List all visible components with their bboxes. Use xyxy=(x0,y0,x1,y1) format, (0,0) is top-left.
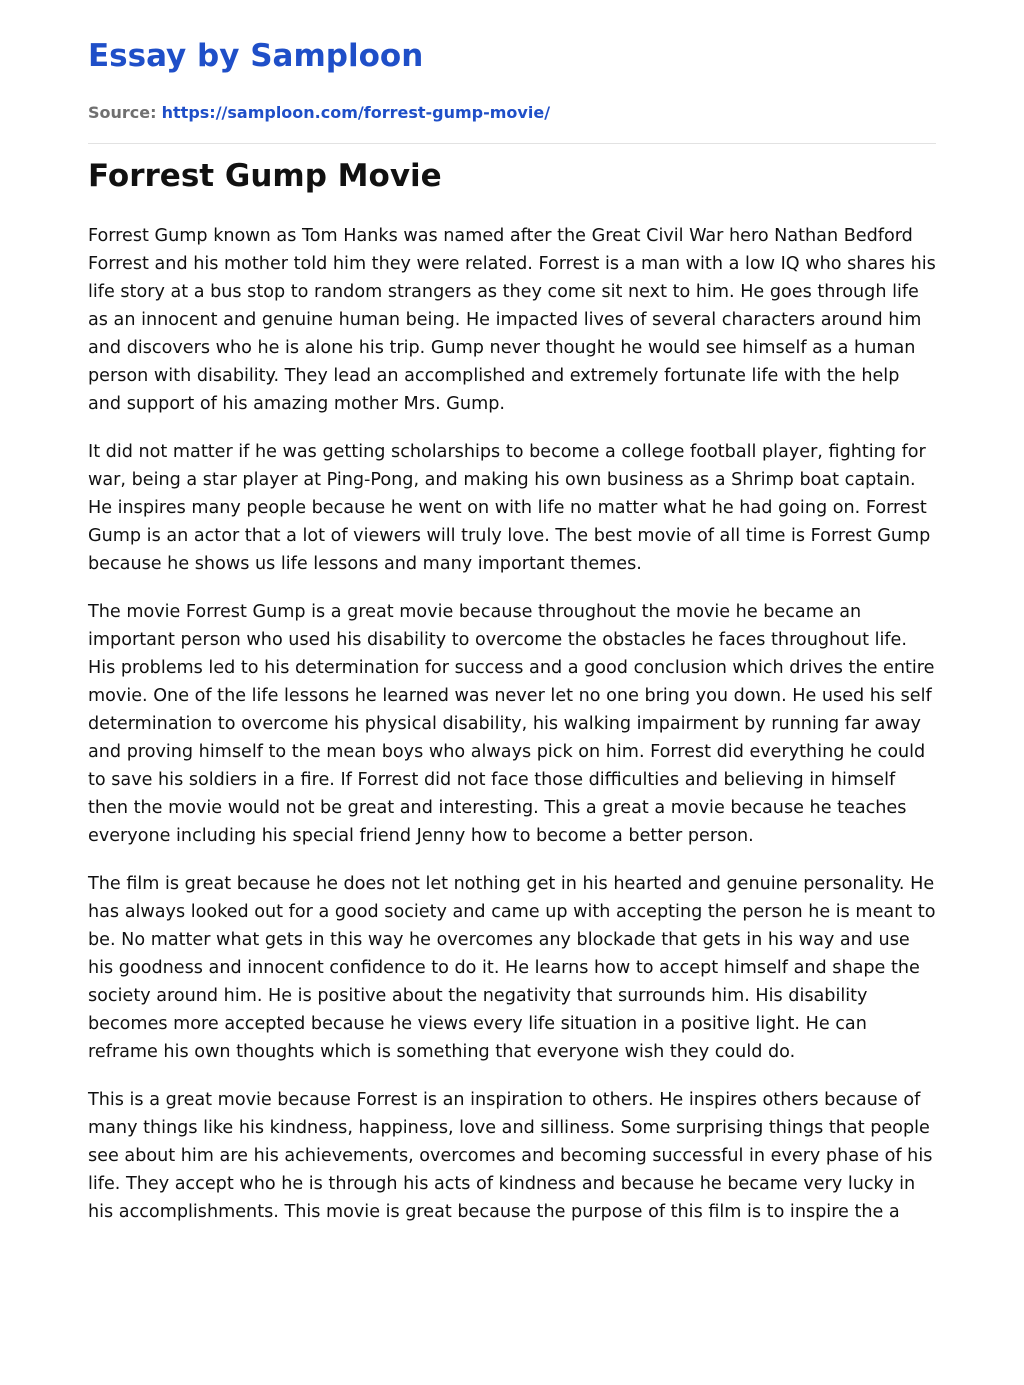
essay-title: Forrest Gump Movie xyxy=(88,158,442,194)
essay-paragraph: It did not matter if he was getting scholarships to become a college football player, fighting for war, being a star player at Ping-Pong, and making his own business as a Shrimp boat captain. He inspires many people because he went on with life no matter what he had going on. Forrest Gump is an actor that a lot of viewers will truly love. The best movie of all time is Forrest Gump because he shows us life lessons and many important themes. xyxy=(88,442,931,574)
essay-paragraph: The film is great because he does not let nothing get in his hearted and genuine personality. He has always looked out for a good society and came up with accepting the person he is meant to be. No matter what gets in this way he overcomes any blockade that gets in his way and use his goodness and innocent confidence to do it. He learns how to accept himself and shape the society around him. He is positive about the negativity that surrounds him. His disability becomes more accepted because he views every life situation in a positive light. He can reframe his own thoughts which is something that everyone wish they could do. xyxy=(88,874,936,1062)
essay-paragraph: This is a great movie because Forrest is an inspiration to others. He inspires others because of many things like his kindness, happiness, love and silliness. Some surprising things that people see about him are his achievements, overcomes and becoming successful in every phase of his life. They accept who he is through his acts of kindness and because he became very lucky in his accomplishments. This movie is great because the purpose of this film is to inspire the a xyxy=(88,1090,933,1222)
essay-body xyxy=(88,222,938,1246)
essay-paragraph: Forrest Gump known as Tom Hanks was named after the Great Civil War hero Nathan Bedford Forrest and his mother told him they were related. Forrest is a man with a low IQ who shares his life story at a bus stop to random strangers as they come sit next to him. He goes through life as an innocent and genuine human being. He impacted lives of several characters around him and discovers who he is alone his trip. Gump never thought he would see himself as a human person with disability. They lead an accomplished and extremely fortunate life with the help and support of his amazing mother Mrs. Gump. xyxy=(88,226,936,414)
essay-paragraph: The movie Forrest Gump is a great movie because throughout the movie he became an important person who used his disability to overcome the obstacles he faces throughout life. His problems led to his determination for success and a good conclusion which drives the entire movie. One of the life lessons he learned was never let no one bring you down. He used his self determination to overcome his physical disability, his walking impairment by running far away and proving himself to the mean boys who always pick on him. Forrest did everything he could to save his soldiers in a fire. If Forrest did not face those difficulties and believing in himself then the movie would not be great and interesting. This a great a movie because he teaches everyone including his special friend Jenny how to become a better person. xyxy=(88,602,935,846)
source-link[interactable]: https://samploon.com/forrest-gump-movie/ xyxy=(161,103,551,122)
source-line xyxy=(88,101,550,125)
source-label: Source: xyxy=(88,103,157,122)
brand-title: Essay by Samploon xyxy=(88,38,424,74)
header-divider xyxy=(88,143,936,144)
